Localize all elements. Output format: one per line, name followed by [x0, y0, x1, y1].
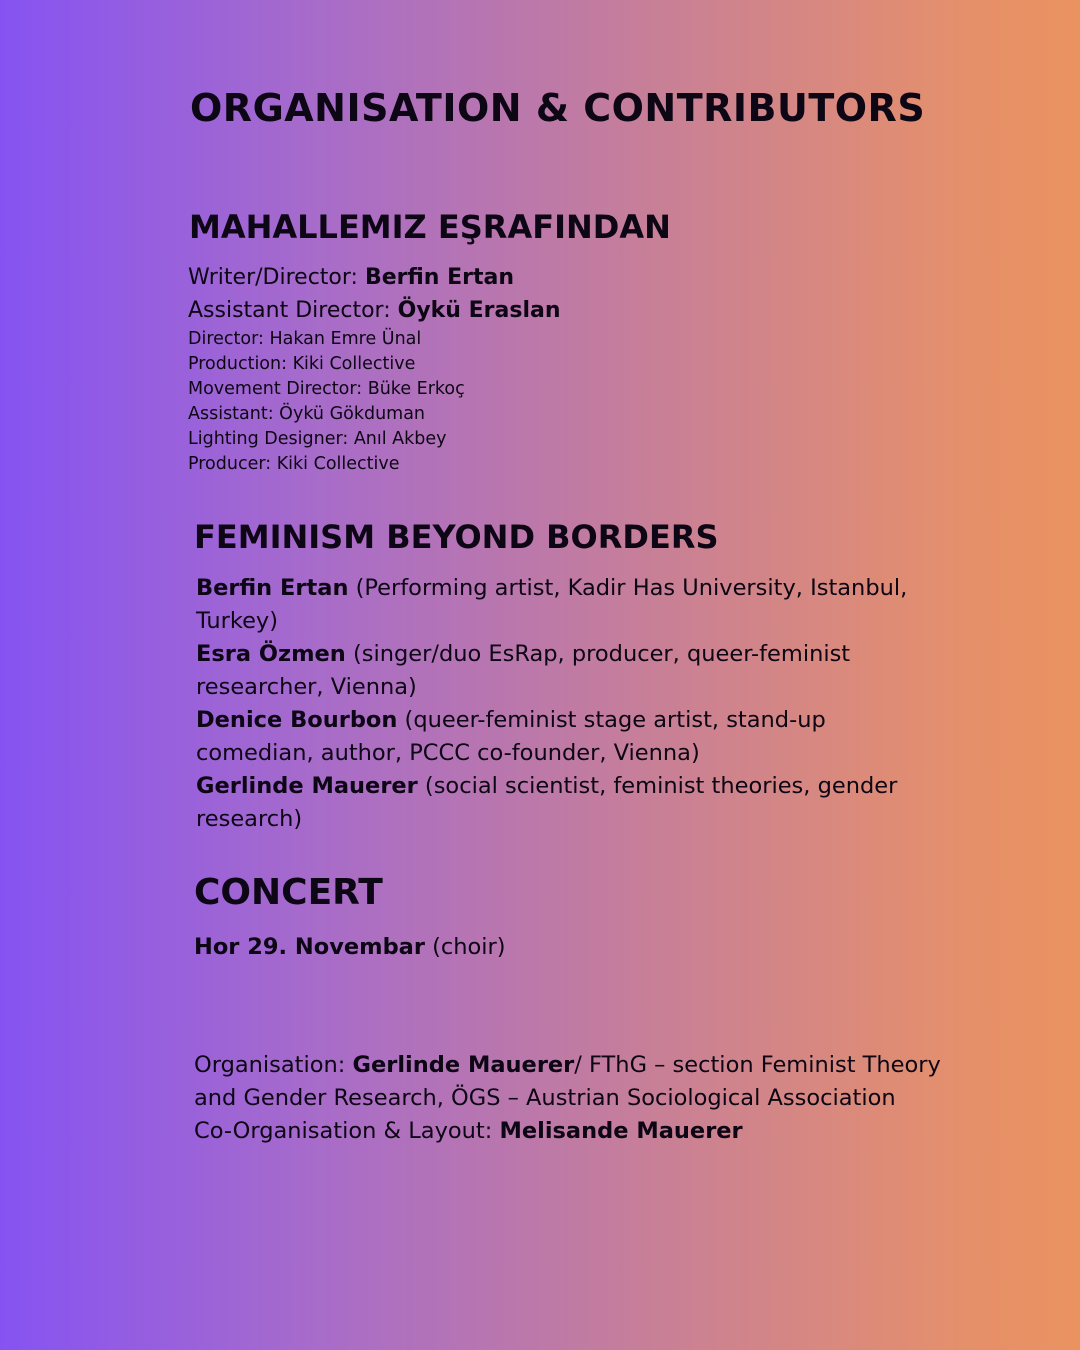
credit-assistant-director — [188, 298, 561, 323]
participant-line — [196, 770, 916, 803]
co-organisation-label: Co-Organisation & Layout: — [194, 1118, 500, 1144]
section-title-concert: CONCERT — [194, 872, 383, 913]
co-organisation-name: Melisande Mauerer — [499, 1118, 743, 1144]
page-title: ORGANISATION & CONTRIBUTORS — [190, 86, 926, 130]
co-organisation-line — [194, 1115, 954, 1148]
section-title-feminism: FEMINISM BEYOND BORDERS — [194, 518, 719, 556]
credit-line: Producer: Kiki Collective — [188, 454, 400, 474]
credit-role: Assistant Director: — [188, 298, 398, 323]
performer-desc: (choir) — [424, 934, 506, 960]
participant-desc-cont: comedian, author, PCCC co-founder, Vienna) — [196, 740, 700, 766]
credit-line: Assistant: Öykü Gökduman — [188, 404, 426, 424]
credit-name: Öykü Eraslan — [397, 298, 561, 323]
credit-role: Writer/Director: — [188, 265, 365, 290]
participant-desc-cont: research) — [196, 806, 303, 832]
participant-name: Gerlinde Mauerer — [196, 773, 418, 799]
participant-name: Esra Özmen — [196, 641, 346, 667]
participant-desc-cont: researcher, Vienna) — [196, 674, 417, 700]
participant-desc: (Performing artist, Kadir Has University, Istanbul, — [348, 575, 908, 601]
participant-desc: (singer/duo EsRap, producer, queer-feminist — [345, 641, 851, 667]
credit-line: Director: Hakan Emre Ünal — [188, 329, 422, 349]
organisation-name: Gerlinde Mauerer — [352, 1052, 575, 1078]
credit-line: Production: Kiki Collective — [188, 354, 416, 374]
concert-line — [194, 931, 914, 964]
credit-name: Berfin Ertan — [364, 265, 515, 290]
organisation-line — [194, 1049, 954, 1082]
credit-line: Movement Director: Büke Erkoç — [188, 379, 465, 399]
participant-name: Denice Bourbon — [196, 707, 398, 733]
participant-line — [196, 638, 916, 671]
participant-desc: (queer-feminist stage artist, stand-up — [397, 707, 826, 733]
organisation-affiliation: / FThG – section Feminist Theory — [574, 1052, 941, 1078]
participant-line — [196, 572, 916, 605]
participant-name: Berfin Ertan — [196, 575, 349, 601]
organisation-affiliation-cont: and Gender Research, ÖGS – Austrian Sociological Association — [194, 1085, 896, 1111]
participant-desc-cont: Turkey) — [196, 608, 279, 634]
participant-line — [196, 704, 916, 737]
participant-desc: (social scientist, feminist theories, gender — [417, 773, 898, 799]
credit-writer-director — [188, 265, 514, 290]
organisation-credits — [194, 1049, 954, 1148]
credit-line: Lighting Designer: Anıl Akbey — [188, 429, 447, 449]
section-title-mahallemiz: MAHALLEMIZ EŞRAFINDAN — [189, 208, 671, 246]
performer-name: Hor 29. Novembar — [194, 934, 425, 960]
participant-list — [196, 572, 916, 836]
concert-performer — [194, 931, 914, 964]
organisation-label: Organisation: — [194, 1052, 353, 1078]
